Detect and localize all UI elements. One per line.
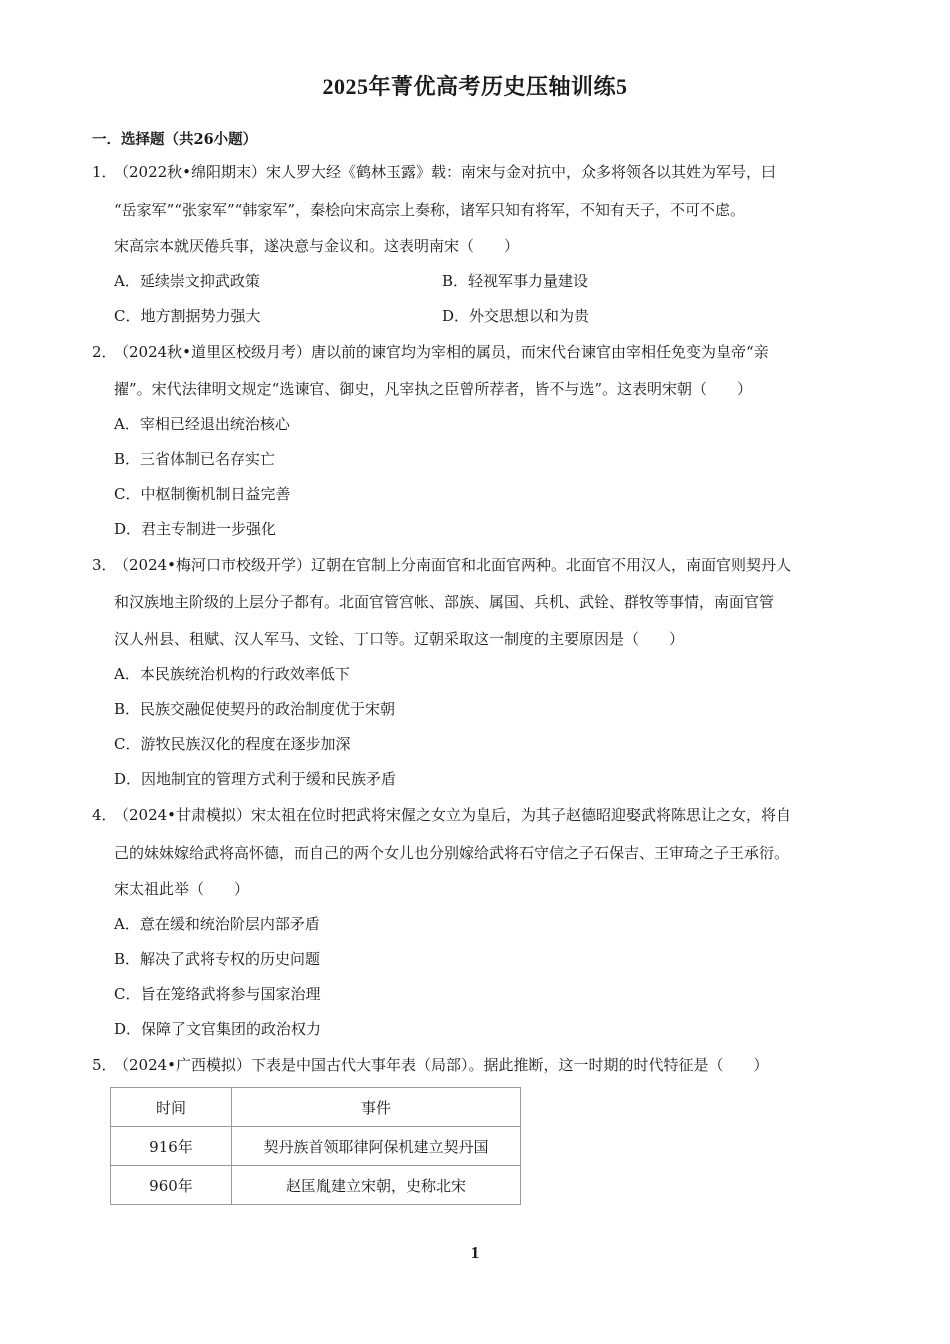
question-2-option-d[interactable]: D．君主专制进一步强化 — [114, 520, 277, 538]
question-3-option-b[interactable]: B．民族交融促使契丹的政治制度优于宋朝 — [114, 700, 396, 718]
table-header-event: 事件 — [232, 1088, 521, 1127]
question-3-number: 3． — [92, 556, 117, 574]
question-3-option-c[interactable]: C．游牧民族汉化的程度在逐步加深 — [114, 735, 351, 753]
section-heading: 一．选择题（共26小题） — [92, 131, 258, 148]
question-4-line-2: 己的妹妹嫁给武将高怀德，而自己的两个女儿也分别嫁给武将石守信之子石保吉、王审琦之子王承衍。 — [114, 844, 790, 862]
question-4-option-d[interactable]: D．保障了文官集团的政治权力 — [114, 1020, 322, 1038]
question-4-line-3: 宋太祖此举（ ） — [114, 880, 250, 898]
table-cell-event: 契丹族首领耶律阿保机建立契丹国 — [232, 1127, 521, 1166]
question-2-line-1: 2．（2024秋•道里区校级月考）唐以前的谏官均为宰相的属员，而宋代台谏官由宰相任免变为皇帝“亲 — [92, 343, 769, 361]
page-number: 1 — [470, 1243, 480, 1262]
question-3-line-3: 汉人州县、租赋、汉人军马、文铨、丁口等。辽朝采取这一制度的主要原因是（ ） — [114, 630, 685, 648]
question-2-option-c[interactable]: C．中枢制衡机制日益完善 — [114, 485, 291, 503]
table-header-time: 时间 — [111, 1088, 232, 1127]
table-cell-time: 960年 — [111, 1166, 232, 1205]
question-3-option-d[interactable]: D．因地制宜的管理方式利于缓和民族矛盾 — [114, 770, 397, 788]
question-4-option-c[interactable]: C．旨在笼络武将参与国家治理 — [114, 985, 321, 1003]
question-5-number: 5． — [92, 1056, 117, 1074]
question-2-option-b[interactable]: B．三省体制已名存实亡 — [114, 450, 276, 468]
question-2-line-2: 擢”。宋代法律明文规定“选谏官、御史，凡宰执之臣曾所荐者，皆不与选”。这表明宋朝（ ） — [114, 380, 753, 398]
question-1-option-a[interactable]: A．延续崇文抑武政策 — [114, 272, 260, 290]
question-3-line-1: 3．（2024•梅河口市校级开学）辽朝在官制上分南面官和北面官两种。北面官不用汉人，南面官则契丹人 — [92, 556, 792, 574]
question-2-number: 2． — [92, 343, 117, 361]
question-3-line-2: 和汉族地主阶级的上层分子都有。北面官管宫帐、部族、属国、兵机、武铨、群牧等事情，南面官管 — [114, 593, 775, 611]
question-1-option-d[interactable]: D．外交思想以和为贵 — [442, 307, 590, 325]
question-4-number: 4． — [92, 806, 117, 824]
question-1-option-b[interactable]: B．轻视军事力量建设 — [442, 272, 589, 290]
page-title: 2025年菁优高考历史压轴训练5 — [322, 74, 628, 99]
question-4-option-a[interactable]: A．意在缓和统治阶层内部矛盾 — [114, 915, 320, 933]
table-cell-event: 赵匡胤建立宋朝，史称北宋 — [232, 1166, 521, 1205]
question-1-line-3: 宋高宗本就厌倦兵事，遂决意与金议和。这表明南宋（ ） — [114, 237, 520, 255]
question-1-option-c[interactable]: C．地方割据势力强大 — [114, 307, 261, 325]
question-5-line-1: 5．（2024•广西模拟）下表是中国古代大事年表（局部）。据此推断，这一时期的时代特征是（ ） — [92, 1056, 769, 1074]
question-3-option-a[interactable]: A．本民族统治机构的行政效率低下 — [114, 665, 350, 683]
table-header-row — [111, 1088, 521, 1127]
question-1-line-2: “岳家军”“张家军”“韩家军”，秦桧向宋高宗上奏称，诸军只知有将军，不知有天子，不可不虑。 — [114, 201, 746, 219]
table-cell-time: 916年 — [111, 1127, 232, 1166]
question-4-line-1: 4．（2024•甘肃模拟）宋太祖在位时把武将宋偓之女立为皇后，为其子赵德昭迎娶武将陈思让之女，将自 — [92, 806, 792, 824]
question-2-option-a[interactable]: A．宰相已经退出统治核心 — [114, 415, 290, 433]
table-row — [111, 1166, 521, 1205]
question-4-option-b[interactable]: B．解决了武将专权的历史问题 — [114, 950, 321, 968]
table-row — [111, 1127, 521, 1166]
events-table — [110, 1087, 521, 1205]
question-1-line-1: 1．（2022秋•绵阳期末）宋人罗大经《鹤林玉露》载：南宋与金对抗中，众多将领各以其姓为军号，曰 — [92, 163, 777, 181]
question-1-number: 1． — [92, 163, 117, 181]
